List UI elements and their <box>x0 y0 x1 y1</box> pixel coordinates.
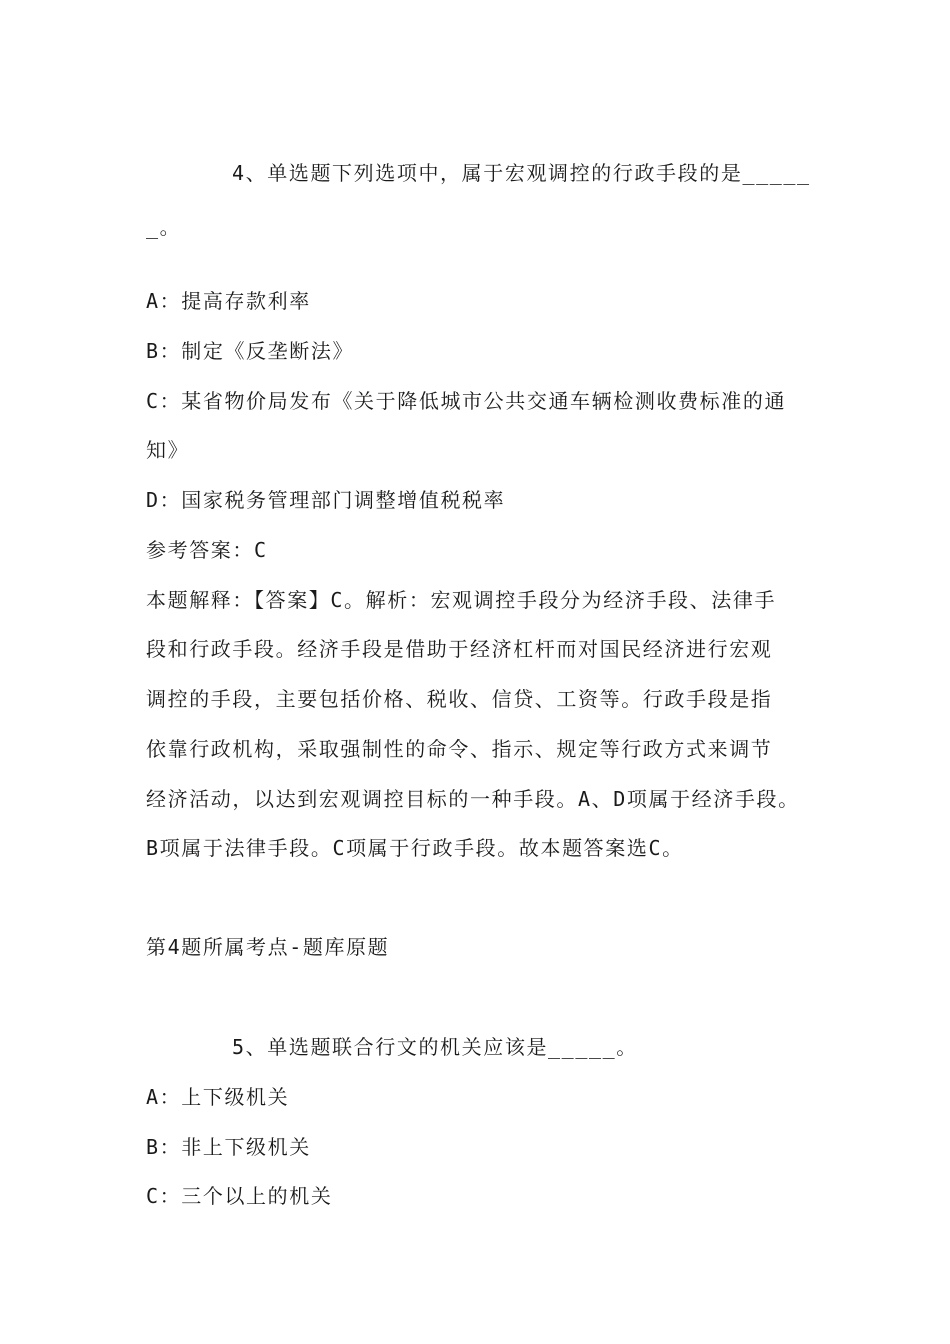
q4-explanation-line: 调控的手段，主要包括价格、税收、信贷、工资等。行政手段是指 <box>146 687 773 711</box>
q4-topic: 第4题所属考点-题库原题 <box>146 935 390 959</box>
q4-option-b: B：制定《反垄断法》 <box>146 339 355 363</box>
q4-explanation-line: 依靠行政机构，采取强制性的命令、指示、规定等行政方式来调节 <box>146 737 773 761</box>
q5-option-b: B：非上下级机关 <box>146 1135 311 1159</box>
q4-stem-line1: 4、单选题下列选项中，属于宏观调控的行政手段的是_____ <box>232 161 811 185</box>
q4-stem-line2: _。 <box>146 215 182 239</box>
q4-explanation-line: 段和行政手段。经济手段是借助于经济杠杆而对国民经济进行宏观 <box>146 637 773 661</box>
q4-option-c-line1: C：某省物价局发布《关于降低城市公共交通车辆检测收费标准的通 <box>146 389 787 413</box>
q4-option-c-line2: 知》 <box>146 438 190 462</box>
q4-explanation-line: B项属于法律手段。C项属于行政手段。故本题答案选C。 <box>146 836 684 860</box>
q4-answer: 参考答案：C <box>146 538 268 562</box>
q5-option-a: A：上下级机关 <box>146 1085 290 1109</box>
q4-explanation-line: 本题解释：【答案】C。解析：宏观调控手段分为经济手段、法律手 <box>146 588 777 612</box>
q4-option-d: D：国家税务管理部门调整增值税税率 <box>146 488 506 512</box>
q4-option-a: A：提高存款利率 <box>146 289 311 313</box>
q5-option-c: C：三个以上的机关 <box>146 1184 333 1208</box>
q4-explanation-line: 经济活动，以达到宏观调控目标的一种手段。A、D项属于经济手段。 <box>146 787 800 811</box>
q5-stem: 5、单选题联合行文的机关应该是_____。 <box>232 1035 638 1059</box>
